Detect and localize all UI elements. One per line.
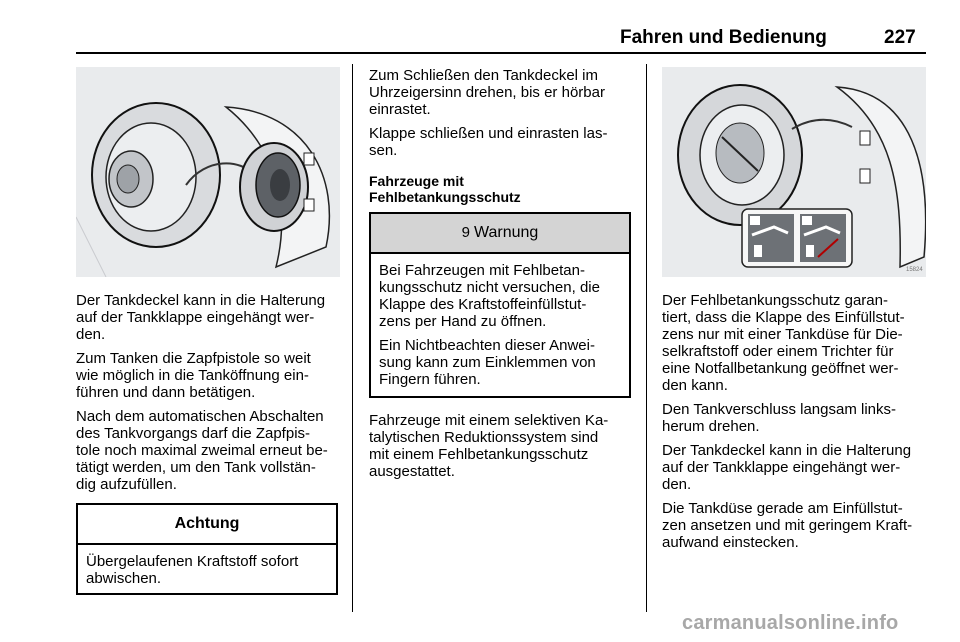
section-subheading: Fahrzeuge mit Fehlbetankungsschutz (369, 173, 521, 205)
paragraph: Die Tankdüse gerade am Einfüllstut- zen ansetzen und mit geringem Kraft- aufwand einstecken. (662, 500, 913, 551)
watermark: carmanualsonline.info (682, 612, 899, 634)
misfuel-protection-figure (662, 67, 926, 277)
paragraph: Fahrzeuge mit einem selektiven Ka- talytischen Reduktionssystem sind mit einem Fehlbetankungsschutz ausgestattet. (369, 412, 609, 480)
paragraph: Zum Tanken die Zapfpistole so weit wie möglich in die Tanköffnung ein- führen und dann betätigen. (76, 350, 311, 401)
warning-title: Warnung (474, 224, 539, 241)
page-header-title: Fahren und Bedienung (620, 27, 827, 48)
middle-column (369, 67, 633, 487)
right-column (662, 292, 932, 558)
header-rule (76, 52, 926, 54)
left-column (76, 292, 344, 595)
column-divider-1 (352, 64, 353, 612)
notice-box (76, 503, 338, 595)
paragraph: Der Fehlbetankungsschutz garan- tiert, dass die Klappe des Einfüllstut- zens nur mit einer Tankdüse für Die- selkraftstoff oder einem Trichter für eine Notfallbetankung geöffnet wer- den kann. (662, 292, 905, 394)
notice-text: Übergelaufenen Kraftstoff sofort abwischen. (86, 553, 299, 587)
page-number: 227 (884, 27, 916, 48)
warning-text: Ein Nichtbeachten dieser Anwei- sung kann zum Einklemmen von Fingern führen. (379, 337, 596, 388)
paragraph: Den Tankverschluss langsam links- herum drehen. (662, 401, 896, 435)
fuel-cap-figure (76, 67, 340, 277)
paragraph: Zum Schließen den Tankdeckel im Uhrzeigersinn drehen, bis er hörbar einrastet. (369, 67, 605, 118)
column-divider-2 (646, 64, 647, 612)
warning-triangle-icon: 9 (461, 224, 470, 241)
warning-box (369, 212, 631, 398)
paragraph: Der Tankdeckel kann in die Halterung auf der Tankklappe eingehängt wer- den. (76, 292, 326, 343)
warning-text: Bei Fahrzeugen mit Fehlbetan- kungsschutz nicht versuchen, die Klappe des Kraftstoffeinfüllstut- zens per Hand zu öffnen. (379, 262, 600, 330)
paragraph: Nach dem automatischen Abschalten des Tankvorgangs darf die Zapfpis- tole noch maximal zweimal erneut be- tätigt werden, um den Tank vollstän- dig aufzufüllen. (76, 408, 328, 493)
notice-title: Achtung (78, 505, 336, 545)
image-code: 15824 (906, 267, 923, 273)
paragraph: Klappe schließen und einrasten las- sen. (369, 125, 608, 159)
paragraph: Der Tankdeckel kann in die Halterung auf der Tankklappe eingehängt wer- den. (662, 442, 912, 493)
